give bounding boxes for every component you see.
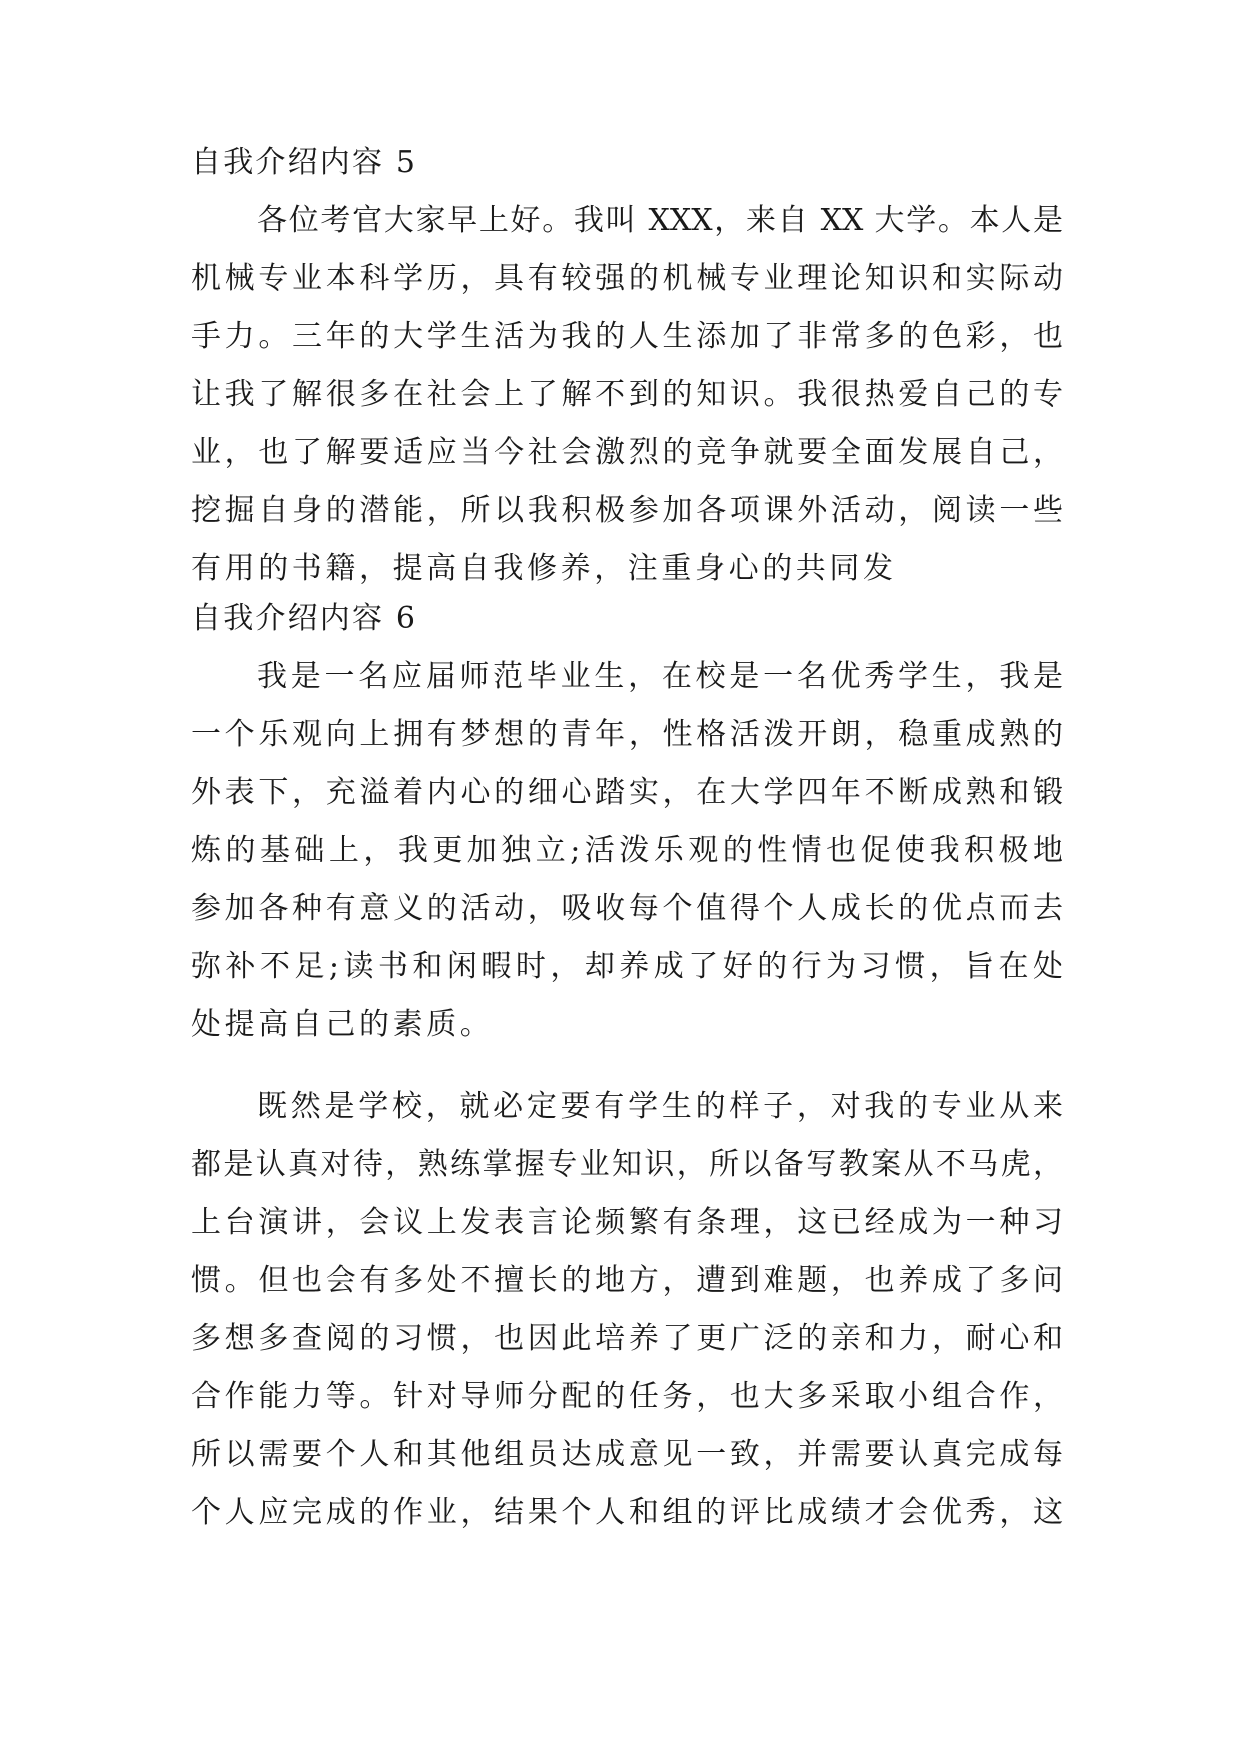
text-line: 个人应完成的作业，结果个人和组的评比成绩才会优秀，这 — [191, 1495, 1063, 1530]
text-line: 挖掘自身的潜能，所以我积极参加各项课外活动，阅读一些 — [191, 493, 1063, 528]
text-line: 处提高自己的素质。 — [191, 1007, 494, 1042]
paragraph — [191, 659, 1063, 1068]
paragraph — [191, 1089, 1063, 1556]
section-heading: 自我介绍内容 5 — [191, 145, 418, 180]
text-line: 惯。但也会有多处不擅长的地方，遭到难题，也养成了多问 — [191, 1263, 1063, 1298]
text-line: 我是一名应届师范毕业生，在校是一名优秀学生，我是 — [257, 659, 1063, 694]
document-page — [191, 145, 1063, 1556]
text-line: 合作能力等。针对导师分配的任务，也大多采取小组合作， — [191, 1379, 1063, 1414]
text-line: 机械专业本科学历，具有较强的机械专业理论知识和实际动 — [191, 261, 1063, 296]
text-line: 业，也了解要适应当今社会激烈的竞争就要全面发展自己， — [191, 435, 1063, 470]
text-line: 炼的基础上，我更加独立;活泼乐观的性情也促使我积极地 — [191, 833, 1063, 868]
text-line: 有用的书籍，提高自我修养，注重身心的共同发 — [191, 551, 897, 586]
section-heading: 自我介绍内容 6 — [191, 601, 418, 636]
text-line: 都是认真对待，熟练掌握专业知识，所以备写教案从不马虎， — [191, 1147, 1063, 1182]
text-line: 手力。三年的大学生活为我的人生添加了非常多的色彩，也 — [191, 319, 1063, 354]
text-line: 让我了解很多在社会上了解不到的知识。我很热爱自己的专 — [191, 377, 1063, 412]
text-line: 一个乐观向上拥有梦想的青年，性格活泼开朗，稳重成熟的 — [191, 717, 1063, 752]
text-line: 各位考官大家早上好。我叫 XXX，来自 XX 大学。本人是 — [257, 203, 1063, 238]
text-line: 多想多查阅的习惯，也因此培养了更广泛的亲和力，耐心和 — [191, 1321, 1063, 1356]
text-line: 弥补不足;读书和闲暇时，却养成了好的行为习惯，旨在处 — [191, 949, 1063, 984]
text-line: 所以需要个人和其他组员达成意见一致，并需要认真完成每 — [191, 1437, 1063, 1472]
text-line: 参加各种有意义的活动，吸收每个值得个人成长的优点而去 — [191, 891, 1063, 926]
text-line: 既然是学校，就必定要有学生的样子，对我的专业从来 — [257, 1089, 1063, 1124]
text-line: 外表下，充溢着内心的细心踏实，在大学四年不断成熟和锻 — [191, 775, 1063, 810]
text-line: 上台演讲，会议上发表言论频繁有条理，这已经成为一种习 — [191, 1205, 1063, 1240]
paragraph — [191, 203, 1063, 604]
